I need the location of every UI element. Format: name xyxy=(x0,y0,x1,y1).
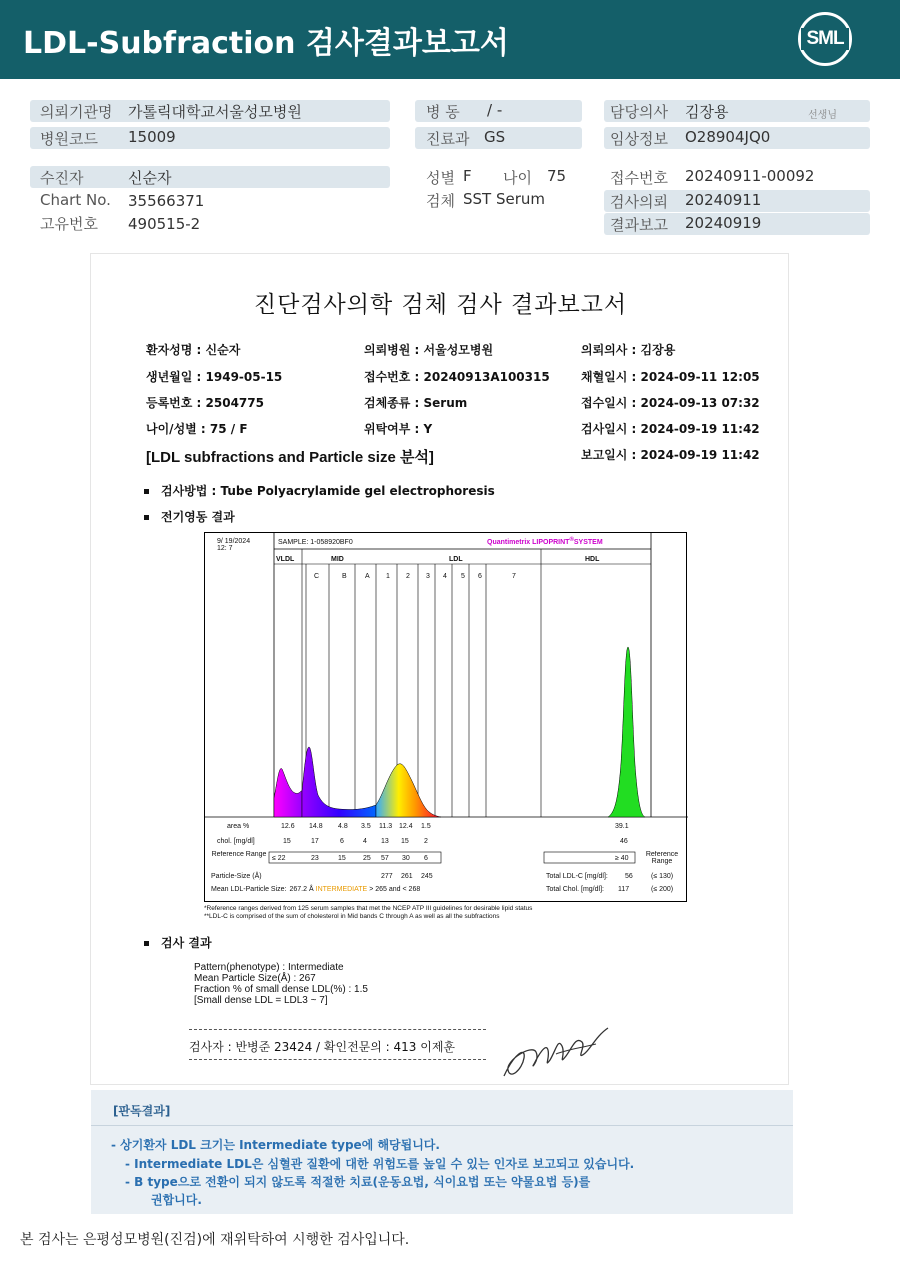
total-chol-label: Total Chol. [mg/dl]: xyxy=(546,886,604,893)
chart-svg xyxy=(205,533,688,903)
signature-image xyxy=(496,1024,616,1084)
bullet-dot xyxy=(144,489,149,494)
note-line: **LDL-C is comprised of the sum of cholesterol in Mid bands C through A as well as all the subfractions xyxy=(204,913,500,920)
chart-brand-mark: ® xyxy=(569,537,574,543)
section-title: [LDL subfractions and Particle size 분석] xyxy=(146,449,434,466)
area-value: 4.8 xyxy=(338,823,348,830)
chart-date: 9/ 19/2024 xyxy=(217,538,251,545)
electrophoresis-chart xyxy=(204,532,687,902)
peak-vldl xyxy=(274,768,302,817)
peak-ldl xyxy=(376,764,441,817)
interpretation-line: - Intermediate LDL은 심혈관 질환에 대한 위험도를 높일 수 있는 인자로 보고되고 있습니다. xyxy=(125,1157,635,1171)
group-vldl: VLDL xyxy=(276,556,295,563)
chol-value: 13 xyxy=(381,838,389,845)
logo-text: SML xyxy=(801,28,849,50)
mean-size-value: 267.2 Å xyxy=(289,886,314,893)
sml-logo xyxy=(798,12,852,66)
field-physician: 의뢰의사 : 김장용 xyxy=(581,343,676,357)
dept-value: GS xyxy=(484,128,506,146)
result-title: 검사 결과 xyxy=(161,936,212,950)
interpretation-divider xyxy=(91,1125,793,1126)
interpretation-line: - B type으로 전환이 되지 않도록 적절한 치료(운동요법, 식이요법 또는 약물요법 등)를 xyxy=(125,1175,591,1189)
chart-brand xyxy=(487,536,603,546)
ref-value: 6 xyxy=(424,855,428,862)
request-value: 20240911 xyxy=(685,191,762,209)
size-value: 245 xyxy=(421,873,433,880)
page-title: LDL-Subfraction 검사결과보고서 xyxy=(23,26,509,61)
ref-label-right: Reference Range xyxy=(645,851,679,865)
mean-size-line xyxy=(211,884,420,893)
band-label: 2 xyxy=(406,573,410,580)
band-label: 4 xyxy=(443,573,447,580)
req-org-label: 의뢰기관명 xyxy=(40,103,113,121)
mean-size-range: > 265 and < 268 xyxy=(369,886,421,893)
total-chol-value: 117 xyxy=(618,886,630,893)
total-chol-ref: (≤ 200) xyxy=(651,886,674,893)
request-label: 검사의뢰 xyxy=(610,193,668,211)
chart-brand-name: Quantimetrix LIPOPRINT xyxy=(487,539,570,546)
chol-value: 15 xyxy=(401,838,409,845)
chart-time: 12: 7 xyxy=(217,545,233,552)
band-label: C xyxy=(314,573,320,580)
hdl-area-value: 39.1 xyxy=(615,823,629,830)
band-label: 6 xyxy=(478,573,482,580)
uid-label: 고유번호 xyxy=(40,215,98,233)
sex-label: 성별 xyxy=(426,169,455,187)
area-value: 3.5 xyxy=(361,823,371,830)
chart-brand-suffix: SYSTEM xyxy=(573,539,603,546)
band-label: A xyxy=(365,573,370,580)
chart-no-label: Chart No. xyxy=(40,191,111,209)
mean-size-class: INTERMEDIATE xyxy=(315,886,368,893)
row-label-ref-box xyxy=(211,851,267,871)
specimen-value: SST Serum xyxy=(463,190,546,208)
interpretation-line: - 상기환자 LDL 크기는 Intermediate type에 해당됩니다. xyxy=(111,1138,440,1152)
size-value: 277 xyxy=(381,873,393,880)
field-referral: 위탁여부 : Y xyxy=(364,422,433,436)
ref-value: 23 xyxy=(311,855,319,862)
req-org-value: 가톨릭대학교서울성모병원 xyxy=(128,103,302,121)
area-value: 11.3 xyxy=(379,823,393,830)
sex-value: F xyxy=(463,167,472,185)
receipt-label: 접수번호 xyxy=(610,169,668,187)
method-bullet xyxy=(144,482,495,499)
ref-value: 57 xyxy=(381,855,389,862)
hosp-code-value: 15009 xyxy=(128,128,176,146)
doctor-value: 김장용 xyxy=(685,103,729,121)
ref-value: 15 xyxy=(338,855,346,862)
band-label: 3 xyxy=(426,573,430,580)
ward-value: / - xyxy=(487,101,503,119)
ref-value: ≤ 22 xyxy=(272,855,286,862)
hdl-ref-value: ≥ 40 xyxy=(615,855,629,862)
area-value: 12.6 xyxy=(281,823,295,830)
group-hdl: HDL xyxy=(585,556,600,563)
band-label: 5 xyxy=(461,573,465,580)
clinical-label: 임상정보 xyxy=(610,130,668,148)
chol-value: 17 xyxy=(311,838,319,845)
patient-label: 수진자 xyxy=(40,169,84,187)
chol-value: 2 xyxy=(424,838,428,845)
divider xyxy=(189,1029,486,1030)
chart-notes xyxy=(204,905,532,921)
divider xyxy=(189,1059,486,1060)
doctor-label: 담당의사 xyxy=(610,103,668,121)
row-label-area: area % xyxy=(227,823,250,830)
field-tested: 검사일시 : 2024-09-19 11:42 xyxy=(581,422,760,436)
chol-value: 6 xyxy=(340,838,344,845)
area-value: 1.5 xyxy=(421,823,431,830)
examiner-line: 검사자 : 반병준 23424 / 확인전문의 : 413 이제훈 xyxy=(189,1040,456,1054)
report-date-label: 결과보고 xyxy=(610,216,668,234)
area-value: 14.8 xyxy=(309,823,323,830)
interpretation-line: 권합니다. xyxy=(151,1193,202,1207)
field-hospital: 의뢰병원 : 서울성모병원 xyxy=(364,343,494,357)
band-dividers xyxy=(302,549,541,817)
header-bar xyxy=(0,0,900,79)
row-label-ref: Reference Range xyxy=(211,851,267,858)
peak-hdl xyxy=(608,647,645,817)
receipt-value: 20240911-00092 xyxy=(685,167,815,185)
interpretation-title: [판독결과] xyxy=(113,1104,171,1118)
footer-note: 본 검사는 은평성모병원(진검)에 재위탁하여 시행한 검사입니다. xyxy=(20,1232,410,1248)
field-regno: 등록번호 : 2504775 xyxy=(146,396,264,410)
patient-value: 신순자 xyxy=(128,169,172,187)
result-bullet xyxy=(144,934,212,951)
group-ldl: LDL xyxy=(449,556,463,563)
row-label-size: Particle-Size (Å) xyxy=(211,873,262,880)
chart-sample: SAMPLE: 1-058920BF0 xyxy=(278,539,353,546)
field-agesex: 나이/성별 : 75 / F xyxy=(146,422,248,436)
row-label-chol: chol. [mg/dl] xyxy=(217,838,255,845)
result-text xyxy=(194,962,368,1006)
electro-title: 전기영동 결과 xyxy=(161,510,235,524)
total-ldl-label: Total LDL-C [mg/dl]: xyxy=(546,873,608,880)
band-label: 1 xyxy=(386,573,390,580)
uid-value: 490515-2 xyxy=(128,215,201,233)
dept-label: 진료과 xyxy=(426,130,470,148)
ref-value: 30 xyxy=(402,855,410,862)
note-line: *Reference ranges derived from 125 serum samples that met the NCEP ATP III guidelines for desirable lipid status xyxy=(204,905,533,912)
peak-mid xyxy=(302,747,376,817)
bullet-dot xyxy=(144,941,149,946)
hosp-code-label: 병원코드 xyxy=(40,130,98,148)
result-line: Mean Particle Size(Å) : 267 xyxy=(194,973,316,984)
report-title: 진단검사의학 검체 검사 결과보고서 xyxy=(253,292,628,318)
ref-value: 25 xyxy=(363,855,371,862)
total-ldl-ref: (≤ 130) xyxy=(651,873,674,880)
hdl-chol-value: 46 xyxy=(620,838,628,845)
clinical-value: O28904JQ0 xyxy=(685,128,771,146)
age-label: 나이 xyxy=(503,169,532,187)
method-text: 검사방법 : Tube Polyacrylamide gel electrophoresis xyxy=(161,484,495,498)
electro-bullet xyxy=(144,508,235,525)
field-received: 접수일시 : 2024-09-13 07:32 xyxy=(581,396,760,410)
band-label: B xyxy=(342,573,347,580)
band-label: 7 xyxy=(512,573,516,580)
chol-value: 15 xyxy=(283,838,291,845)
report-scan xyxy=(90,253,789,1085)
area-value: 12.4 xyxy=(399,823,413,830)
size-value: 261 xyxy=(401,873,413,880)
ref-label-right-box xyxy=(637,851,687,871)
ward-label: 병 동 xyxy=(426,103,460,121)
chol-value: 4 xyxy=(363,838,367,845)
report-date-value: 20240919 xyxy=(685,214,762,232)
field-reported: 보고일시 : 2024-09-19 11:42 xyxy=(581,448,760,462)
field-name: 환자성명 : 신순자 xyxy=(146,343,241,357)
result-line: [Small dense LDL = LDL3 ~ 7] xyxy=(194,995,328,1006)
doctor-suffix: 선생님 xyxy=(808,110,837,121)
result-line: Fraction % of small dense LDL(%) : 1.5 xyxy=(194,984,368,995)
info-row-bg xyxy=(30,166,390,188)
group-mid: MID xyxy=(331,556,344,563)
result-line: Pattern(phenotype) : Intermediate xyxy=(194,962,344,973)
specimen-label: 검체 xyxy=(426,192,455,210)
bullet-dot xyxy=(144,515,149,520)
mean-size-label: Mean LDL-Particle Size: xyxy=(211,886,287,893)
field-collected: 채혈일시 : 2024-09-11 12:05 xyxy=(581,370,760,384)
chart-no-value: 35566371 xyxy=(128,192,205,210)
age-value: 75 xyxy=(547,167,567,185)
field-dob: 생년월일 : 1949-05-15 xyxy=(146,370,283,384)
interpretation-box xyxy=(91,1090,793,1214)
total-ldl-value: 56 xyxy=(625,873,633,880)
field-receipt: 접수번호 : 20240913A100315 xyxy=(364,370,550,384)
field-specimen: 검체종류 : Serum xyxy=(364,396,468,410)
